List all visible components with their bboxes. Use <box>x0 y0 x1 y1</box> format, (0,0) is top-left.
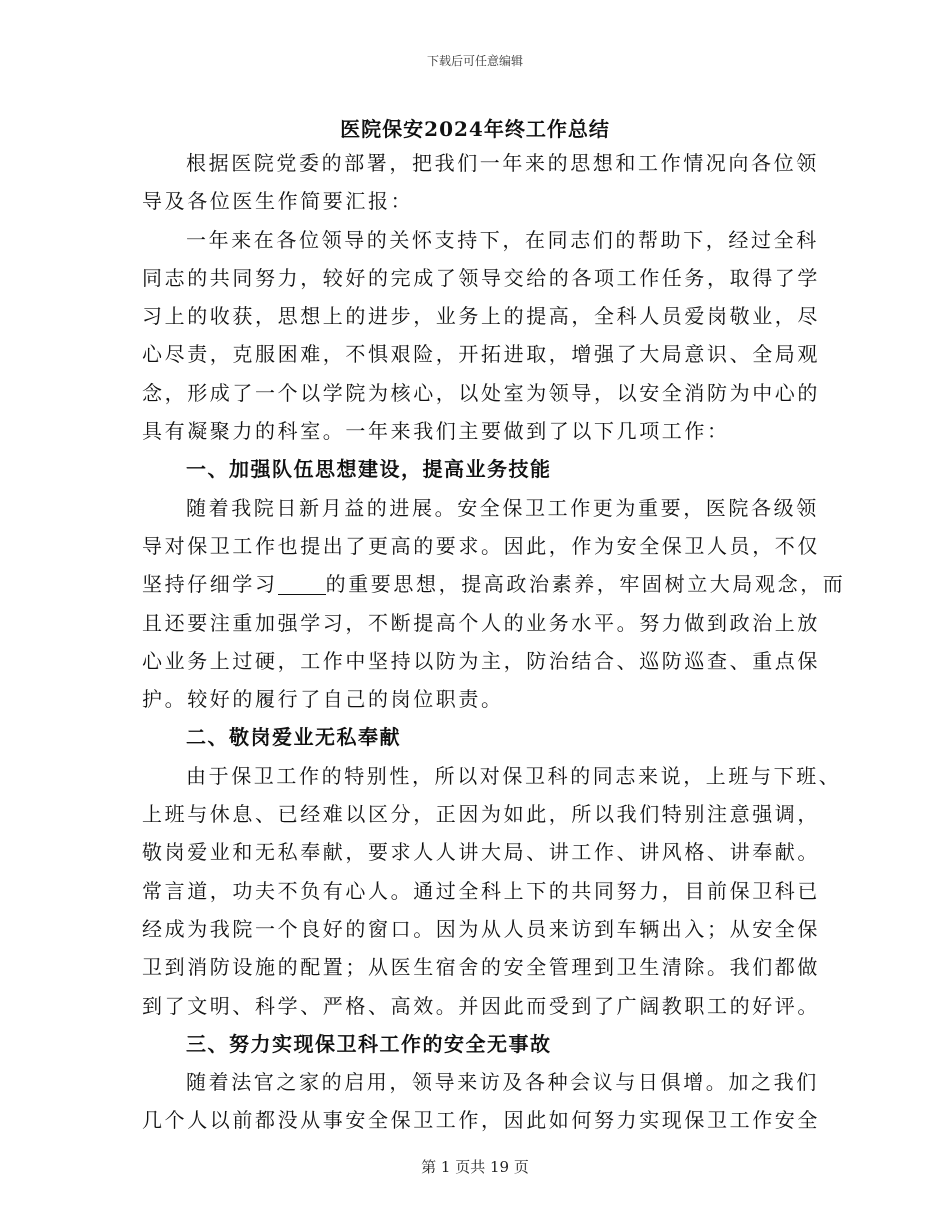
page-header: 下载后可任意编辑 <box>426 54 523 68</box>
paragraph-line: 且还要注重加强学习，不断提高个人的业务水平。努力做到政治上放 <box>142 610 820 635</box>
document-body <box>142 144 846 1140</box>
paragraph-line: 随着我院日新月益的进展。安全保卫工作更为重要，医院各级领 <box>186 495 819 520</box>
paragraph-line: 念，形成了一个以学院为核心，以处室为领导，以安全消防为中心的 <box>142 380 820 405</box>
paragraph-line: 常言道，功夫不负有心人。通过全科上下的共同努力，目前保卫科已 <box>142 878 820 903</box>
paragraph-line: 上班与休息、已经难以区分，正因为如此，所以我们特别注意强调， <box>142 802 820 827</box>
section-heading: 三、努力实现保卫科工作的安全无事故 <box>186 1031 552 1056</box>
paragraph-line: 卫到消防设施的配置；从医生宿舍的安全管理到卫生清除。我们都做 <box>142 955 820 980</box>
paragraph-line: 敬岗爱业和无私奉献，要求人人讲大局、讲工作、讲风格、讲奉献。 <box>142 840 820 865</box>
paragraph-line: 根据医院党委的部署，把我们一年来的思想和工作情况向各位领 <box>186 151 819 175</box>
document-title: 医院保安2024年终工作总结 <box>340 117 610 141</box>
paragraph-line: 护。较好的履行了自己的岗位职责。 <box>142 687 504 712</box>
paragraph-line: 随着法官之家的启用，领导来访及各种会议与日俱增。加之我们 <box>186 1070 819 1095</box>
paragraph-line: 到了文明、科学、严格、高效。并因此而受到了广阔教职工的好评。 <box>142 993 820 1018</box>
paragraph-line <box>142 565 846 603</box>
paragraph-line: 经成为我院一个良好的窗口。因为从人员来访到车辆出入；从安全保 <box>142 916 820 941</box>
paragraph-line: 具有凝聚力的科室。一年来我们主要做到了以下几项工作： <box>142 419 730 444</box>
line-text-after-blank: 的重要思想，提高政治素养，牢固树立大局观念，而 <box>325 572 846 597</box>
paragraph-line: 几个人以前都没从事安全保卫工作，因此如何努力实现保卫工作安全 <box>142 1108 820 1133</box>
paragraph-line: 一年来在各位领导的关怀支持下，在同志们的帮助下，经过全科 <box>186 227 819 252</box>
paragraph-line: 同志的共同努力，较好的完成了领导交给的各项工作任务，取得了学 <box>142 265 820 290</box>
section-heading: 一、加强队伍思想建设，提高业务技能 <box>186 457 552 482</box>
paragraph-line: 由于保卫工作的特别性，所以对保卫科的同志来说，上班与下班、 <box>186 763 842 788</box>
paragraph-line: 心业务上过硬，工作中坚持以防为主，防治结合、巡防巡查、重点保 <box>142 648 820 673</box>
fill-in-blank <box>278 572 326 595</box>
paragraph-line: 导对保卫工作也提出了更高的要求。因此，作为安全保卫人员，不仅 <box>142 533 820 558</box>
page-footer: 第 1 页共 19 页 <box>421 1158 529 1176</box>
paragraph-line: 心尽责，克服困难，不惧艰险，开拓进取，增强了大局意识、全局观 <box>142 342 820 367</box>
paragraph-line: 习上的收获，思想上的进步，业务上的提高，全科人员爱岗敬业，尽 <box>142 304 820 329</box>
line-text-before-blank: 坚持仔细学习 <box>142 572 278 597</box>
section-heading: 二、敬岗爱业无私奉献 <box>186 725 401 750</box>
paragraph-line: 导及各位医生作简要汇报： <box>142 189 414 214</box>
